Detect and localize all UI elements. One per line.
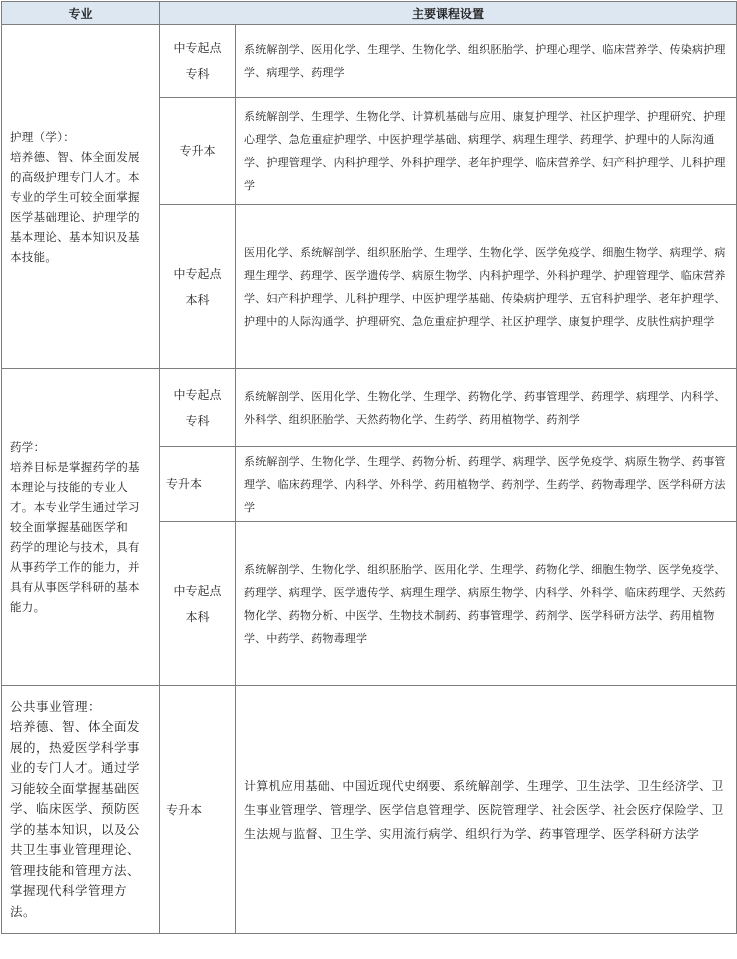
- level-cell: 专升本: [160, 447, 236, 522]
- level-cell: 专升本: [160, 98, 236, 205]
- courses-cell: 系统解剖学、生物化学、生理学、药物分析、药理学、病理学、医学免疫学、病原生物学、药事管理学、临床药理学、内科学、外科学、药用植物学、药剂学、生药学、药物毒理学、医学科研方法学: [236, 447, 737, 522]
- major-header: 专业: [2, 2, 160, 25]
- level-cell: 专升本: [160, 686, 236, 934]
- header-row: [2, 2, 737, 25]
- level-cell: 中专起点 本科: [160, 205, 236, 369]
- major-description-nursing: 护理（学）： 培养德、智、体全面发展 的高级护理专门人才。本 专业的学生可较全面掌握 医学基础理论、护理学的 基本理论、基本知识及基 本技能。: [2, 25, 160, 369]
- courses-header: 主要课程设置: [160, 2, 737, 25]
- major-description-pharmacy: 药学： 培养目标是掌握药学的基 本理论与技能的专业人 才。本专业学生通过学习 较全面掌握基础医学和 药学的理论与技术，具有 从事药学工作的能力，并 具有从事医学科研的基本 能力。: [2, 369, 160, 686]
- courses-cell: 计算机应用基础、中国近现代史纲要、系统解剖学、生理学、卫生法学、卫生经济学、卫生事业管理学、管理学、医学信息管理学、医院管理学、社会医学、社会医疗保险学、卫生法规与监督、卫生学、实用流行病学、组织行为学、药事管理学、医学科研方法学: [236, 686, 737, 934]
- table-row: [2, 686, 737, 934]
- major-description-public-management: 公共事业管理： 培养德、智、体全面发 展的，热爱医学科学事 业的专门人才。通过学 习能较全面掌握基础医 学、临床医学、预防医 学的基本知识，以及公 共卫生事业管理理论、 管理技能和管理方法、 掌握现代科学管理方 法。: [2, 686, 160, 934]
- curriculum-table: [1, 1, 737, 934]
- courses-cell: 医用化学、系统解剖学、组织胚胎学、生理学、生物化学、医学免疫学、细胞生物学、病理学、病理生理学、药理学、医学遗传学、病原生物学、内科护理学、外科护理学、护理管理学、临床营养学、妇产科护理学、儿科护理学、中医护理学基础、传染病护理学、五官科护理学、老年护理学、护理中的人际沟通学、护理研究、急危重症护理学、社区护理学、康复护理学、皮肤性病护理学: [236, 205, 737, 369]
- courses-cell: 系统解剖学、医用化学、生物化学、生理学、药物化学、药事管理学、药理学、病理学、内科学、外科学、组织胚胎学、天然药物化学、生药学、药用植物学、药剂学: [236, 369, 737, 447]
- courses-cell: 系统解剖学、生理学、生物化学、计算机基础与应用、康复护理学、社区护理学、护理研究、护理心理学、急危重症护理学、中医护理学基础、病理学、病理生理学、药理学、护理中的人际沟通学、护理管理学、内科护理学、外科护理学、老年护理学、临床营养学、妇产科护理学、儿科护理学: [236, 98, 737, 205]
- courses-cell: 系统解剖学、生物化学、组织胚胎学、医用化学、生理学、药物化学、细胞生物学、医学免疫学、药理学、病理学、医学遗传学、病理生理学、病原生物学、内科学、外科学、临床药理学、天然药物化学、药物分析、中医学、生物技术制药、药事管理学、药剂学、医学科研方法学、药用植物学、中药学、药物毒理学: [236, 522, 737, 686]
- table-row: [2, 25, 737, 98]
- table-row: [2, 369, 737, 447]
- courses-cell: 系统解剖学、医用化学、生理学、生物化学、组织胚胎学、护理心理学、临床营养学、传染病护理学、病理学、药理学: [236, 25, 737, 98]
- level-cell: 中专起点 专科: [160, 25, 236, 98]
- level-cell: 中专起点 专科: [160, 369, 236, 447]
- level-cell: 中专起点 本科: [160, 522, 236, 686]
